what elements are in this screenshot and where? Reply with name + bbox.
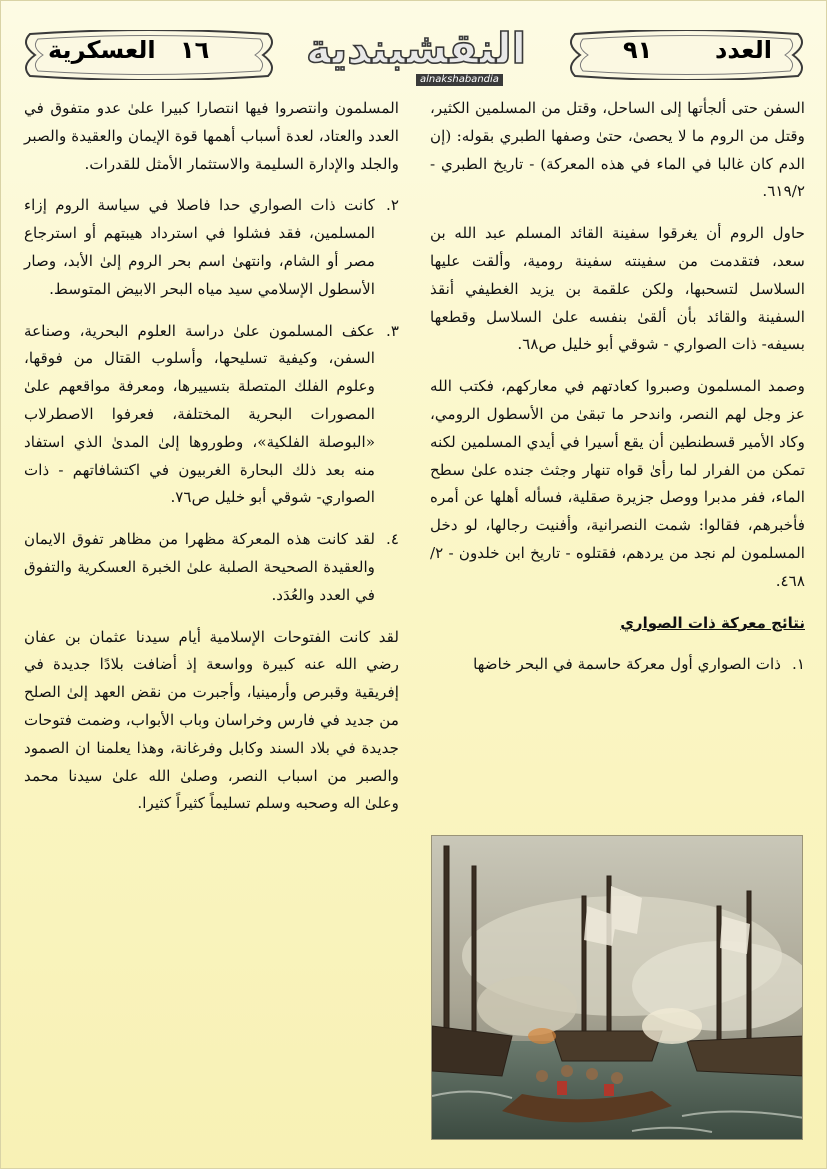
- paragraph-1: السفن حتى ألجأتها إلى الساحل، وقتل من المسلمين الكثير، وقتل من الروم ما لا يحصىٰ، حتىٰ وصفها الطبري بقوله: (إن الدم كان غالبا في الماء في هذه المعركة) - تاريخ الطبري - ٦١٩/٢.: [430, 99, 805, 201]
- paragraph-2: حاول الروم أن يغرقوا سفينة القائد المسلم عبد الله بن سعد، فتقدمت من سفينته سفينة رومية، وألقت عليها السلاسل لتسحبها، ولكن علقمة بن يزيد الغطيفي أنقذ السفينة والقائد بأن ألقىٰ بنفسه علىٰ السلاسل وقطعها بسيفه- ذات الصواري - شوقي أبو خليل ص٦٨.: [430, 224, 805, 354]
- naval-battle-painting-icon: [431, 835, 803, 1140]
- item-number: ٤.: [386, 530, 399, 549]
- paragraph-continued: المسلمون وانتصروا فيها انتصارا كبيرا علىٰ عدو متفوق في العدد والعتاد، لعدة أسباب أهمها قوة الإيمان والعقيدة والصبر والجلد والإدارة السليمة والاستثمار الأمثل للقدرات.: [24, 99, 399, 173]
- item-text: كانت ذات الصواري حدا فاصلا في سياسة الروم إزاء المسلمين، فقد فشلوا في استرداد هيبتهم أو استرجاع مصر أو الشام، وانتهىٰ اسم بحر الروم إلىٰ الأبد، وصار الأسطول الإسلامي سيد مياه البحر الابيض المتوسط.: [24, 196, 375, 298]
- issue-label: العدد: [715, 36, 772, 64]
- result-item-3: [24, 318, 399, 513]
- item-text: عكف المسلمون علىٰ دراسة العلوم البحرية، وصناعة السفن، وكيفية تسليحها، وأسلوب القتال من فوقها، وعلوم الفلك المتصلة بتسييرها، ومعرفة مواقعهم علىٰ المصورات البحرية المختلفة، فعرفوا الاصطرلاب «البوصلة الفلكية»، وطوروها إلىٰ المدىٰ الذي استفاد منه بعد ذلك البحارة الغربيون في اكتشافاتهم - ذات الصواري- شوقي أبو خليل ص٧٦.: [24, 321, 375, 507]
- item-number: ٣.: [386, 321, 399, 340]
- page-number: ١٦: [180, 36, 210, 64]
- item-number: ٢.: [386, 196, 399, 215]
- result-item-4: [24, 526, 399, 609]
- results-heading: نتائج معركة ذات الصواري: [620, 613, 805, 632]
- item-text: ذات الصواري أول معركة حاسمة في البحر خاضها: [473, 655, 781, 674]
- closing-paragraph: لقد كانت الفتوحات الإسلامية أيام سيدنا عثمان بن عفان رضي الله عنه كبيرة وواسعة إذ أضافت بلادًا جديدة في إفريقية وقبرص وأرمينيا، وأجبرت من نقض العهد إلىٰ الصلح من جديد في فارس وخراسان وباب الأبواب، وضمت فتوحات جديدة في بلاد السند وكابل وفرغانة، وهذا يعلمنا ان الصمود والصبر من اسباب النصر، وصلىٰ الله علىٰ سيدنا محمد وعلىٰ اله وصحبه وسلم تسليماً كثيراً كثيرا.: [24, 627, 399, 813]
- item-text: لقد كانت هذه المعركة مظهرا من مظاهر تفوق الايمان والعقيدة الصحيحة الصلبة علىٰ الخبرة العسكرية والتفوق في العدد والعُدَد.: [24, 530, 375, 604]
- issue-banner: [565, 30, 808, 80]
- left-column: [24, 95, 399, 832]
- paragraph-3: وصمد المسلمون وصبروا كعادتهم في معاركهم، فكتب الله عز وجل لهم النصر، واندحر ما تبقىٰ من الأسطول الرومي، وكاد الأمير قسطنطين أن يقع أسيرا في أيدي المسلمين لكنه تمكن من الفرار لما رأىٰ قواه تنهار وجثث جنده علىٰ سطح الماء، ففر مدبرا ووصل جزيرة صقلية، فسأله أهلها عن أمره فأخبرهم، فقالوا: شمت النصرانية، وأفنيت رجالها، لو دخل المسلمون لم نجد من يردهم، فقتلوه - تاريخ ابن خلدون - ٢/ ٤٦٨.: [430, 377, 805, 590]
- logo-url: alnakshabandia: [416, 74, 503, 86]
- logo-title: النقشبندية: [305, 24, 527, 73]
- section-banner: [20, 30, 278, 80]
- issue-number: ٩١: [623, 36, 653, 64]
- result-item-1: [430, 651, 805, 679]
- page-header: [0, 0, 827, 95]
- magazine-logo: [298, 22, 534, 84]
- section-name: العسكرية: [48, 36, 156, 64]
- right-column: [430, 95, 805, 693]
- result-item-2: [24, 192, 399, 303]
- item-number: ١.: [792, 655, 805, 674]
